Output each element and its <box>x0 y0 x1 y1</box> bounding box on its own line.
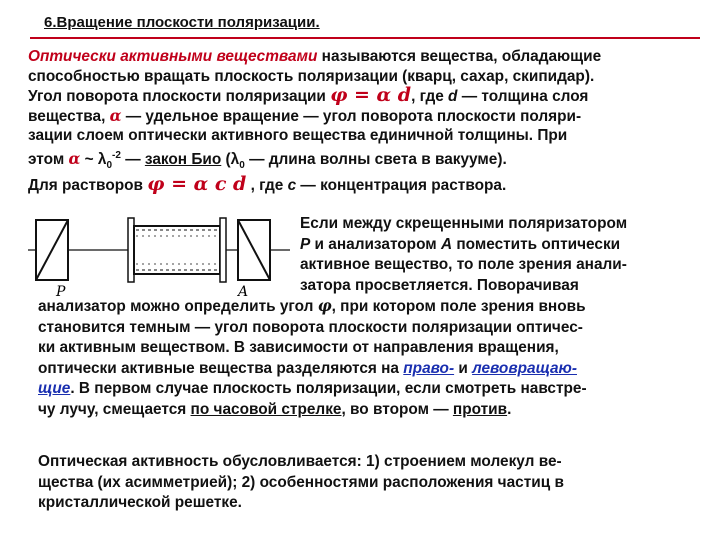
optical-activity-causes-paragraph: Оптическая активность обусловливается: 1) строением молекул ве- щества (их асимметрией); 2) особенностями расположения частиц в кристаллической решетке. <box>38 453 564 511</box>
rotation-direction-paragraph: анализатор можно определить угол φ, при котором поле зрения вновь становится темным — угол поворота плоскости поляризации оптичес- ки активным веществом. В зависимости от направления вращения, оптически активные вещества разделяются на право- и левовращаю- щие. В первом случае плоскость поляризации, если смотреть навстре- чу лучу, смещается по часовой стрелке, во втором — против. <box>38 297 587 418</box>
formula-rotation-angle: φ = α d <box>330 84 412 106</box>
para1-line6: этом α ~ $\lambda_0^{-2}$ — закон Био ($\lambda_0$ — длина волны света в вакууме). <box>28 149 507 171</box>
sample-tube-icon <box>128 218 226 282</box>
term-optically-active: Оптически активными веществами <box>28 48 318 65</box>
polarimeter-diagram <box>28 212 290 300</box>
page-title: 6.Вращение плоскости поляризации. <box>44 14 320 31</box>
formula-solution-rotation: φ = α c d <box>147 173 247 196</box>
polarizer-icon <box>36 220 68 280</box>
biot-law: закон Био <box>144 150 222 168</box>
analyzer-icon <box>238 220 270 280</box>
para1-line1: Оптически активными веществами называются вещества, обладающие <box>28 48 602 65</box>
title-divider <box>30 37 700 39</box>
term-clockwise: по часовой стрелке <box>190 400 342 418</box>
para1-line3: Угол поворота плоскости поляризации φ = α d, где d — толщина слоя <box>28 84 589 106</box>
para1-line2: способностью вращать плоскость поляризации (кварц, сахар, скипидар). <box>28 67 595 85</box>
term-dextrorotatory: право- <box>403 359 455 377</box>
para1-line4: вещества, α — удельное вращение — угол поворота плоскости поляри- <box>28 106 582 125</box>
polarizer-label: P <box>56 284 66 300</box>
definition-paragraph <box>28 47 601 196</box>
term-levorotatory: левовращаю- <box>472 359 577 377</box>
para1-line5: зации слоем оптически активного вещества единичной толщины. При <box>28 127 568 144</box>
term-counterclockwise: против <box>452 400 508 418</box>
analyzer-label: A <box>238 284 249 300</box>
para1-line7: Для растворов φ = α c d , где c — концентрация раствора. <box>28 173 507 196</box>
crossed-polarizers-paragraph: Если между скрещенными поляризатором P и анализатором A поместить оптически активное вещество, то поле зрения анали- затора просветляется. Поворачивая <box>300 215 628 294</box>
